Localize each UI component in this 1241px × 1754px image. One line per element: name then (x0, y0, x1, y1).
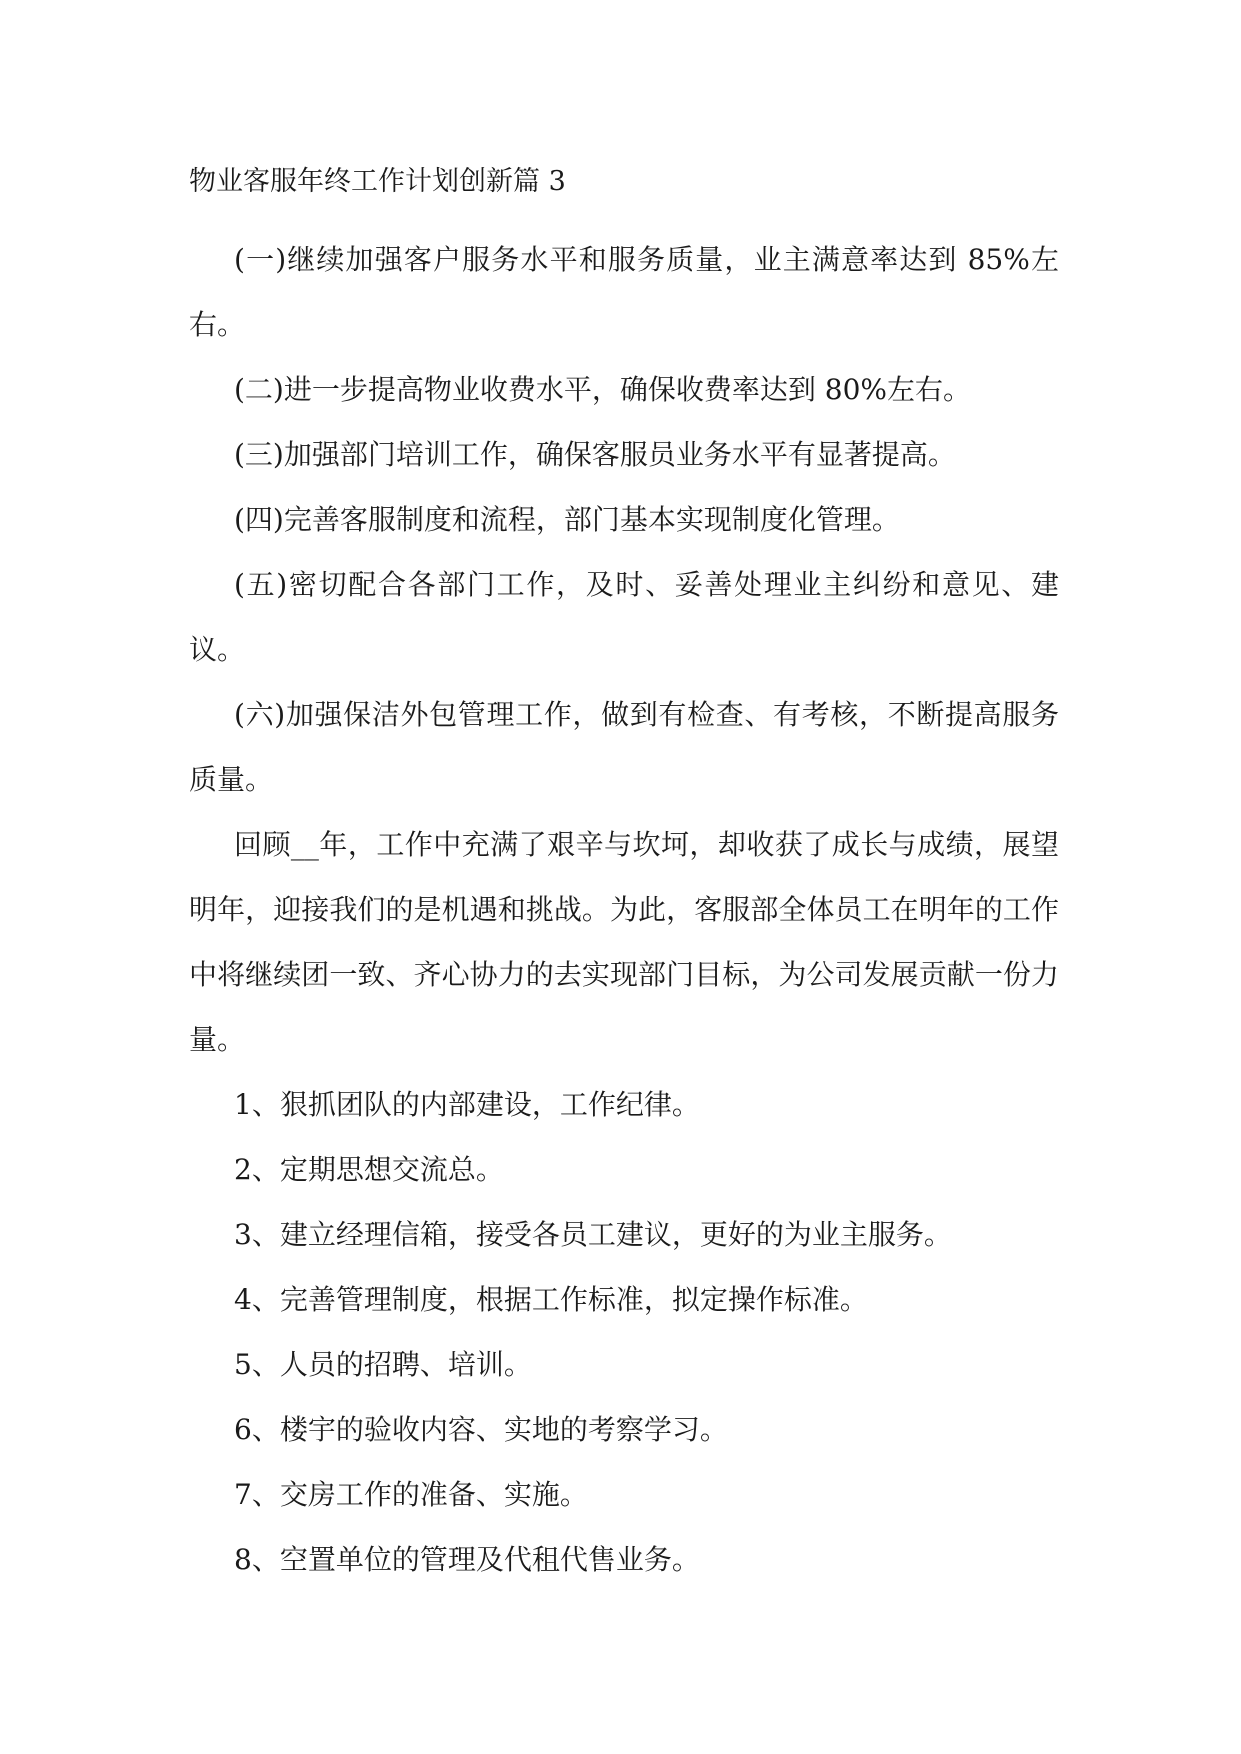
list-item-6: 6、楼宇的验收内容、实地的考察学习。 (234, 1413, 728, 1446)
list-item-3: 3、建立经理信箱，接受各员工建议，更好的为业主服务。 (234, 1218, 952, 1251)
paragraph-goal-6: (六)加强保洁外包管理工作，做到有检查、有考核，不断提高服务质量。 (189, 698, 1059, 796)
document-body (189, 162, 1059, 1592)
list-item-4: 4、完善管理制度，根据工作标准，拟定操作标准。 (234, 1283, 868, 1316)
paragraph-review: 回顾__年，工作中充满了艰辛与坎坷，却收获了成长与成绩，展望明年，迎接我们的是机遇和挑战。为此，客服部全体员工在明年的工作中将继续团一致、齐心协力的去实现部门目标，为公司发展贡献一份力量。 (189, 828, 1059, 1056)
paragraph-goal-4: (四)完善客服制度和流程，部门基本实现制度化管理。 (234, 503, 900, 536)
document-title: 物业客服年终工作计划创新篇 3 (189, 166, 566, 197)
list-item-7: 7、交房工作的准备、实施。 (234, 1478, 588, 1511)
list-item-1: 1、狠抓团队的内部建设，工作纪律。 (234, 1088, 700, 1121)
title-spacer (189, 202, 1059, 227)
list-item-2: 2、定期思想交流总。 (234, 1153, 504, 1186)
paragraph-goal-5: (五)密切配合各部门工作，及时、妥善处理业主纠纷和意见、建议。 (189, 568, 1059, 666)
paragraph-goal-3: (三)加强部门培训工作，确保客服员业务水平有显著提高。 (234, 438, 956, 471)
list-item-8: 8、空置单位的管理及代租代售业务。 (234, 1543, 700, 1576)
paragraph-goal-1: (一)继续加强客户服务水平和服务质量，业主满意率达到 85%左右。 (189, 243, 1059, 341)
paragraph-goal-2: (二)进一步提高物业收费水平，确保收费率达到 80%左右。 (234, 373, 971, 406)
list-item-5: 5、人员的招聘、培训。 (234, 1348, 532, 1381)
